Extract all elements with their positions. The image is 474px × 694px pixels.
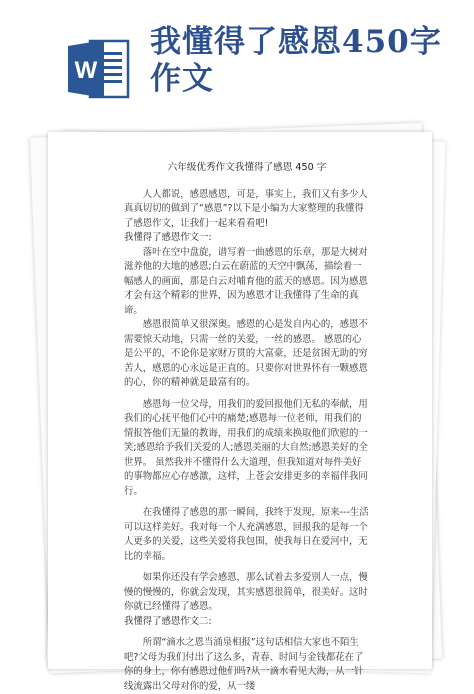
paragraph: 感恩每一位父母，用我们的爱回报他们无私的奉献，用我们的心抚平他们心中的痛楚;感恩每一位老师，用我们的情报答他们无量的教诲，用我们的成绩来换取他们欣慰的一笑;感恩给予我们关爱的人;感恩美丽的大自然;感恩美好的全世界。 虽然我并不懂得什么大道理，但我知道对每件美好的事物都应心存感激，这样，上苍会安排更多的幸福伴我同行。 [124,398,368,497]
document-title: 六年级优秀作文我懂得了感恩 450 字 [167,162,327,173]
intro-paragraph: 人人都说，感恩感恩，可是，事实上，我们又有多少人真真切切的做到了“感恩”?以下是小编为大家整理的我懂得了感恩作文，让我们一起来看看吧! [124,188,368,229]
document-content [124,132,370,694]
paragraph: 在我懂得了感恩的那一瞬间，我终于发现，原来---生活可以这样美好。我对每一个人充满感恩，回报我的是每一个人更多的关爱，这些关爱将我包围，使我每日在爱河中，无比的幸福。 [124,507,369,562]
paragraph: 所谓“滴水之恩当涌泉相报”这句话相信大家也不陌生吧?父母为我们付出了这么多，青春、时间与金钱都花在了你的身上，你有感恩过他们吗?从一滴水看见大海，从一针线流露出父母对你的爱，从一缕 [124,637,364,692]
section-heading: 我懂得了感恩作文一: [124,232,212,243]
paragraph: 感恩很简单又很深奥。感恩的心是发自内心的，感恩不需要惊天动地，只需一丝的关爱，一丝的感恩。 感恩的心是公平的，不论你是家财万贯的大富豪，还是贫困无助的穷苦人，感恩的心永远是正直的。只要你对世界怀有一颗感恩的心，你的精神就是最富有的。 [124,319,368,388]
header-banner [0,0,474,125]
page-title: 我懂得了感恩450字作文 [150,24,442,97]
section-heading: 我懂得了感恩作文二: [124,615,212,627]
paragraph: 如果你还没有学会感恩，那么试着去多爱别人一点，慢慢的慢慢的，你就会发现，其实感恩很简单，很美好。这时你就已经懂得了感恩。 [124,572,368,612]
document-page [48,132,432,692]
paragraph: 落叶在空中盘旋，谱写着一曲感恩的乐章，那是大树对滋养他的大地的感恩;白云在蔚蓝的天空中飘荡，描绘着一幅感人的画面，那是白云对哺育他的蓝天的感恩。因为感恩才会有这个精彩的世界，因为感恩才让我懂得了生命的真谛。 [124,246,368,316]
svg-text:W: W [74,57,98,84]
word-document-icon [68,38,130,100]
